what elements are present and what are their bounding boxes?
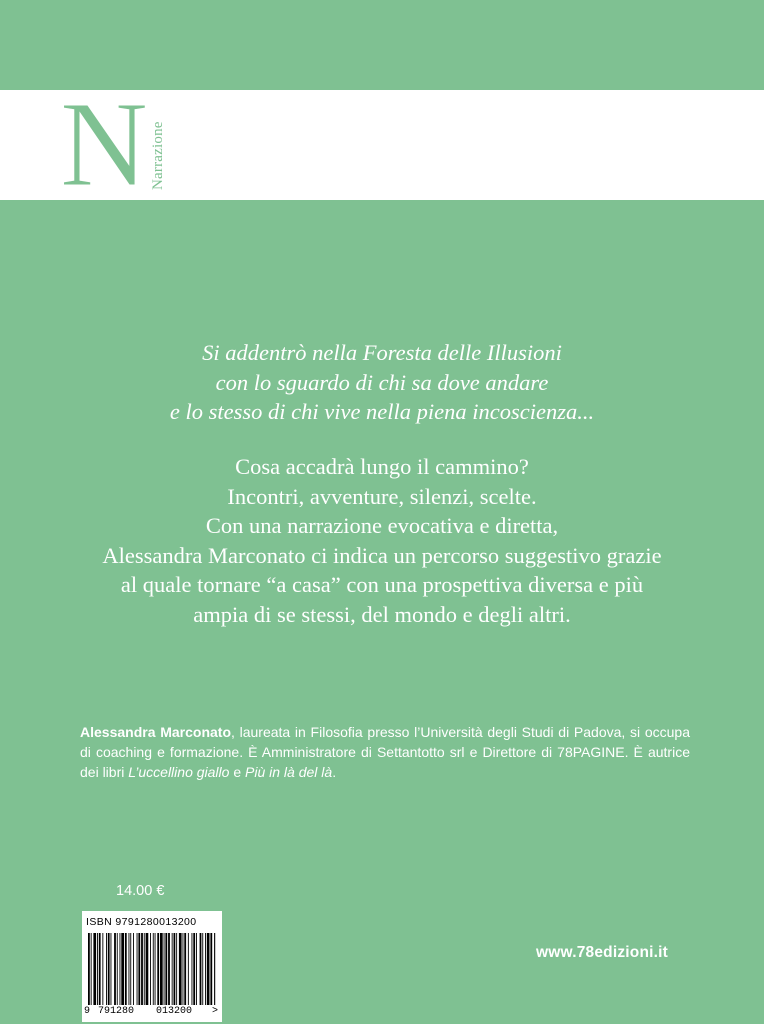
bio-book-title: L’uccellino giallo [128,764,230,780]
bio-text: , laureata in Filosofia presso l’Università degli Studi di Padova, si occupa di coaching e formazione. È Amministratore di Settantotto srl e Direttore di 78PAGINE. È autrice dei libri [80,724,690,780]
blurb-italic-line: Si addentrò nella Foresta delle Illusioni [202,340,562,365]
barcode-digit-group: 791280 [98,1006,135,1017]
bio-text: e [229,764,246,780]
blurb-line: Con una narrazione evocativa e diretta, [205,513,559,538]
barcode-digit-group: 9 [84,1006,91,1017]
barcode [82,911,222,1022]
blurb-line: al quale tornare “a casa” con una prospettiva diversa e più [120,572,644,597]
isbn-label: ISBN 9791280013200 [86,916,197,928]
price-label: 14.00 € [116,883,165,899]
header-band [0,77,764,212]
barcode-digit-group: > [212,1006,219,1017]
barcode-icon [88,933,216,1005]
bio-text: . [332,764,337,780]
blurb-text [40,452,724,629]
website-link[interactable]: www.78edizioni.it [536,944,669,961]
blurb-line: Cosa accadrà lungo il cammino? [235,454,529,479]
barcode-digit-group: 013200 [156,1006,193,1017]
blurb-italic-line: con lo sguardo di chi sa dove andare [215,369,549,395]
blurb-italic-line: e lo stesso di chi vive nella piena incoscienza... [169,399,595,424]
logo-letter: N [60,77,149,212]
author-bio [80,722,690,782]
blurb-line: Alessandra Marconato ci indica un percorso suggestivo grazie [102,542,662,568]
bio-book-title: Più in là del là [245,764,333,780]
blurb-line: Incontri, avventure, silenzi, scelte. [227,483,537,509]
blurb-italic [40,338,724,427]
logo-word: Narrazione [150,121,166,190]
bio-author: Alessandra Marconato [80,724,231,740]
blurb-line: ampia di se stessi, del mondo e degli altri. [193,601,571,627]
